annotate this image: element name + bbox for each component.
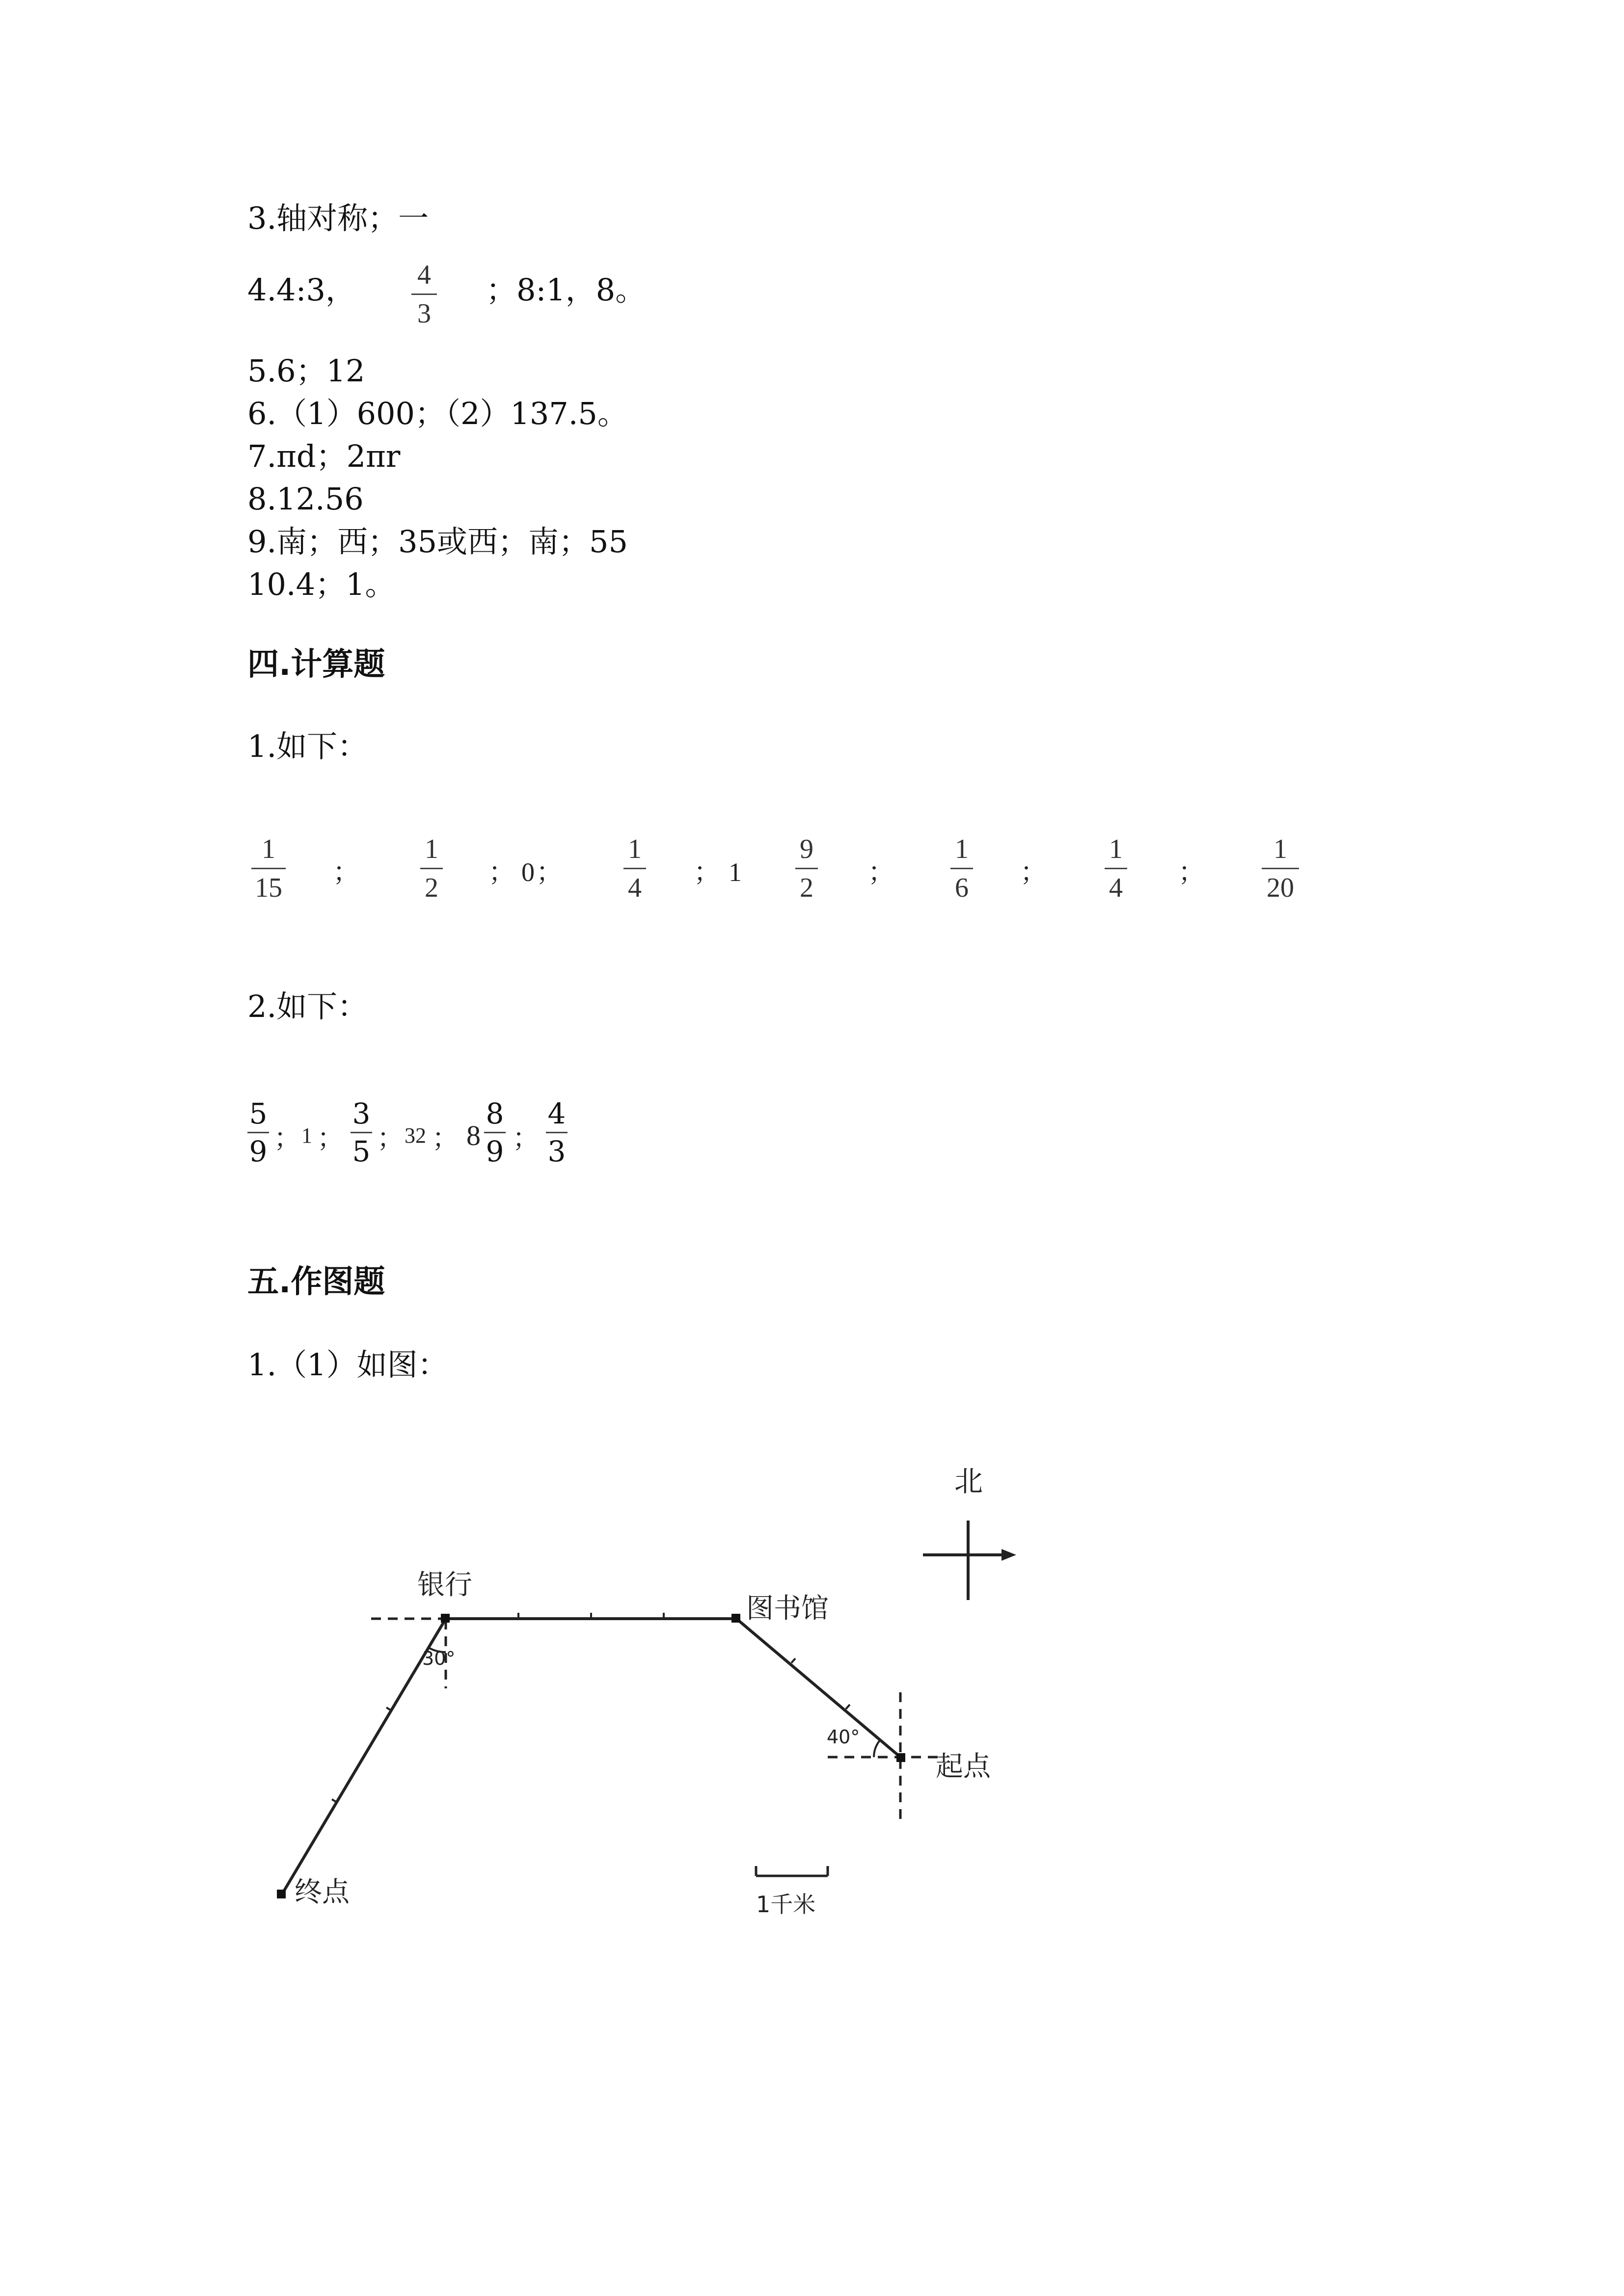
fraction-denominator: 3 <box>547 1135 566 1168</box>
separator: ； <box>274 1123 300 1153</box>
fraction-numerator: 1 <box>628 834 642 864</box>
angle-label-bank: 30° <box>422 1648 456 1669</box>
fraction-denominator: 9 <box>249 1135 268 1168</box>
library-point <box>731 1614 740 1623</box>
segment-bank-end <box>282 1619 446 1895</box>
q2-value-4: 32 <box>405 1123 426 1148</box>
separator: ； <box>432 1123 459 1153</box>
section-4-q2-label: 2.如下： <box>247 988 368 1024</box>
answer-6: 6.（1）600；（2）137.5。 <box>247 396 628 431</box>
separator: ； <box>333 857 359 887</box>
north-label: 北 <box>954 1465 983 1498</box>
separator: ； <box>694 857 720 887</box>
scale-bar <box>756 1866 828 1876</box>
fraction-numerator: 1 <box>262 834 275 864</box>
north-compass <box>923 1521 1016 1600</box>
fraction-denominator: 4 <box>628 873 642 903</box>
separator: ； <box>868 857 894 887</box>
separator: ； <box>536 857 563 887</box>
start-point <box>896 1753 905 1762</box>
fraction-denominator: 20 <box>1267 873 1294 903</box>
fraction-numerator: 8 <box>486 1097 504 1130</box>
answer-10: 10.4；1。 <box>247 566 396 602</box>
fraction-numerator: 1 <box>1273 834 1287 864</box>
angle-label-start: 40° <box>827 1726 860 1748</box>
angle-arc-start <box>874 1740 880 1757</box>
end-label: 终点 <box>295 1876 350 1908</box>
separator: ； <box>317 1123 344 1153</box>
section-5-title: 五.作图题 <box>247 1264 385 1300</box>
fraction-numerator: 4 <box>547 1097 566 1130</box>
fraction-denominator: 9 <box>486 1135 504 1168</box>
start-guides <box>828 1692 943 1826</box>
separator: ； <box>377 1123 404 1153</box>
fraction-numerator: 1 <box>1109 834 1123 864</box>
q2-mixed-whole: 8 <box>466 1120 481 1151</box>
answer-7: 7.πd；2πr <box>247 438 401 474</box>
fraction-numerator: 3 <box>352 1097 371 1130</box>
library-label: 图书馆 <box>746 1593 829 1625</box>
segment-library-start <box>736 1619 900 1757</box>
separator: ； <box>1178 857 1205 887</box>
route-ticks <box>332 1613 850 1802</box>
bank-point <box>441 1614 450 1623</box>
fraction-numerator: 5 <box>249 1097 268 1130</box>
fraction-denominator: 15 <box>255 873 282 903</box>
start-label: 起点 <box>936 1751 991 1783</box>
answer-8: 8.12.56 <box>247 481 364 517</box>
fraction-denominator: 5 <box>352 1135 371 1168</box>
fraction-numerator: 9 <box>800 834 813 864</box>
answer-4-prefix: 4.4:3， <box>247 272 356 308</box>
fraction-numerator: 1 <box>425 834 438 864</box>
separator: ； <box>1020 857 1047 887</box>
section-4-title: 四.计算题 <box>247 646 385 683</box>
q2-value-2: 1 <box>301 1123 312 1148</box>
fraction-denominator: 4 <box>1109 873 1123 903</box>
q1-value-5: 1 <box>729 857 742 887</box>
bank-label: 银行 <box>417 1569 472 1601</box>
compass-arrow-icon <box>1001 1549 1016 1561</box>
answer-3: 3.轴对称；一 <box>247 200 429 236</box>
answer-5: 5.6；12 <box>247 353 365 389</box>
route-path <box>282 1619 900 1895</box>
fraction-denominator: 3 <box>417 298 431 329</box>
fraction-numerator: 1 <box>955 834 969 864</box>
separator: ； <box>513 1123 539 1153</box>
q1-value-3: 0 <box>521 857 535 887</box>
scale-label: 1千米 <box>756 1891 816 1918</box>
end-point <box>277 1890 286 1898</box>
fraction-numerator: 4 <box>417 260 431 290</box>
answer-4-suffix: ；8:1，8。 <box>486 272 646 308</box>
fraction-denominator: 2 <box>425 873 438 903</box>
section-5-q1-label: 1.（1）如图： <box>247 1347 448 1383</box>
fraction-denominator: 6 <box>955 873 969 903</box>
separator: ； <box>488 857 515 887</box>
answer-9: 9.南；西；35或西；南；55 <box>247 524 628 560</box>
fraction-denominator: 2 <box>800 873 813 903</box>
section-4-q1-label: 1.如下： <box>247 728 368 764</box>
